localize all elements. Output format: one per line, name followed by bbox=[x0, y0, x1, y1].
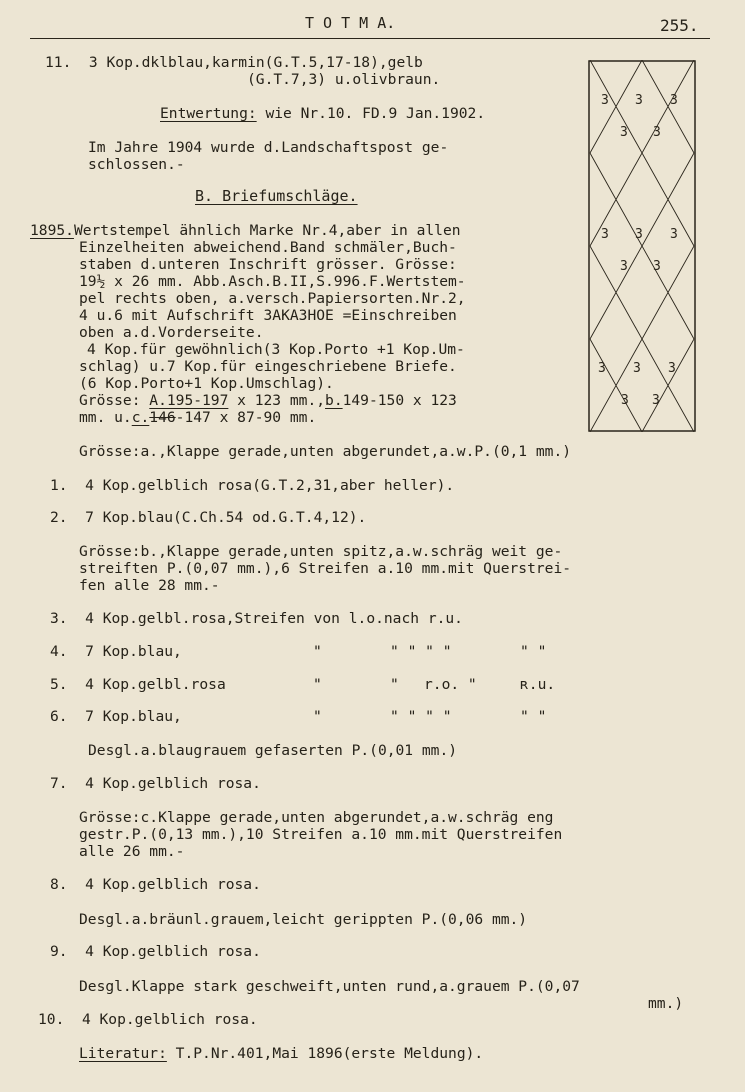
ditto-mark: " " " " bbox=[390, 643, 452, 660]
mark: 3 bbox=[652, 393, 660, 408]
literature-line: Literatur: T.P.Nr.401,Mai 1896(erste Meldung). bbox=[79, 1045, 484, 1062]
mark: 3 bbox=[601, 227, 609, 242]
variant-description-line-1: Desgl.Klappe stark geschweift,unten rund,a.grauem P.(0,07 bbox=[79, 978, 580, 995]
size-c: c. bbox=[131, 409, 150, 426]
ditto-mark: " " " " bbox=[390, 708, 452, 725]
list-item: 5. 4 Kop.gelbl.rosa bbox=[50, 676, 226, 693]
list-item: 8. 4 Kop.gelblich rosa. bbox=[50, 876, 261, 893]
mark: 3 bbox=[598, 361, 606, 376]
envelope-desc-line-9: schlag) u.7 Kop.für eingeschriebene Briefe. bbox=[79, 358, 457, 375]
mark: 3 bbox=[621, 393, 629, 408]
mark: 3 bbox=[635, 227, 643, 242]
mark: 3 bbox=[670, 227, 678, 242]
size-b-description-line-2: streiften P.(0,07 mm.),6 Streifen a.10 mm.mit Querstrei- bbox=[79, 560, 572, 577]
mark: 3 bbox=[633, 361, 641, 376]
item-11-line-1: 11. 3 Kop.dklblau,karmin(G.T.5,17-18),gelb bbox=[45, 54, 423, 71]
mark: 3 bbox=[601, 93, 609, 108]
page-header-title: T O T M A. bbox=[305, 14, 396, 32]
envelope-desc-line-3: staben d.unteren Inschrift grösser. Grösse: bbox=[79, 256, 457, 273]
lattice-lines bbox=[590, 60, 694, 432]
ditto-mark: " bbox=[313, 676, 322, 693]
envelope-desc-line-1: 1895.Wertstempel ähnlich Marke Nr.4,aber in allen bbox=[30, 222, 461, 239]
entwertung-label: Entwertung: bbox=[160, 105, 257, 122]
variant-description: Desgl.a.bräunl.grauem,leicht gerippten P.(0,06 mm.) bbox=[79, 911, 528, 928]
year-label: 1895. bbox=[30, 222, 74, 239]
ditto-mark: " bbox=[313, 708, 322, 725]
list-item: 2. 7 Kop.blau(C.Ch.54 od.G.T.4,12). bbox=[50, 509, 367, 526]
size-146: 146 bbox=[149, 409, 176, 426]
envelope-desc-line-4: 19½ x 26 mm. Abb.Asch.B.II,S.996.F.Wertstem- bbox=[79, 273, 466, 290]
entwertung-line bbox=[160, 105, 485, 122]
ditto-mark: ʀ.u. bbox=[520, 676, 556, 693]
literature-label: Literatur: bbox=[79, 1045, 167, 1062]
mark: 3 bbox=[620, 259, 628, 274]
envelope-desc-line-6: 4 u.6 mit Aufschrift ЗАКАЗНОЕ =Einschreiben bbox=[79, 307, 457, 324]
variant-description-line-2: mm.) bbox=[648, 995, 684, 1012]
entwertung-text: wie Nr.10. FD.9 Jan.1902. bbox=[265, 105, 486, 122]
list-item: 6. 7 Kop.blau, bbox=[50, 708, 182, 725]
list-item: 3. 4 Kop.gelbl.rosa,Streifen von l.o.nach r.u. bbox=[50, 610, 463, 627]
list-item: 10. 4 Kop.gelblich rosa. bbox=[38, 1011, 258, 1028]
envelope-desc-line-2: Einzelheiten abweichend.Band schmäler,Buch- bbox=[79, 239, 457, 256]
item-11-line-2: (G.T.7,3) u.olivbraun. bbox=[247, 71, 441, 88]
size-b-description-line-3: fen alle 28 mm.- bbox=[79, 577, 220, 594]
envelope-size-line: Grösse: A.195-197 x 123 mm.,b.149-150 x 123 bbox=[79, 392, 457, 409]
envelope-size-line-2: mm. u.c.146-147 x 87-90 mm. bbox=[79, 409, 317, 426]
ditto-mark: " " bbox=[520, 643, 547, 660]
list-item: 9. 4 Kop.gelblich rosa. bbox=[50, 943, 261, 960]
mark: 3 bbox=[653, 259, 661, 274]
size-c-description-line-2: gestr.P.(0,13 mm.),10 Streifen a.10 mm.mit Querstreifen bbox=[79, 826, 563, 843]
envelope-desc-line-7: oben a.d.Vorderseite. bbox=[79, 324, 264, 341]
size-b: b. bbox=[325, 392, 343, 409]
ditto-mark: " bbox=[313, 643, 322, 660]
envelope-desc-line-5: pel rechts oben, a.versch.Papiersorten.Nr.2, bbox=[79, 290, 466, 307]
closure-note-line-2: schlossen.- bbox=[88, 156, 185, 173]
section-title: B. Briefumschläge. bbox=[195, 187, 358, 205]
size-a: A.195-197 bbox=[149, 392, 229, 409]
list-item: 1. 4 Kop.gelblich rosa(G.T.2,31,aber heller). bbox=[50, 477, 455, 494]
variant-description: Desgl.a.blaugrauem gefaserten P.(0,01 mm.) bbox=[88, 742, 458, 759]
ditto-mark: " " bbox=[520, 708, 547, 725]
ditto-mark: " bbox=[390, 676, 399, 693]
mark: 3 bbox=[670, 93, 678, 108]
stamp-marks bbox=[598, 93, 678, 408]
mark: 3 bbox=[635, 93, 643, 108]
list-item: 7. 4 Kop.gelblich rosa. bbox=[50, 775, 261, 792]
page-number: 255. bbox=[660, 16, 699, 35]
envelope-pattern-illustration bbox=[588, 60, 696, 432]
header-rule bbox=[30, 38, 710, 39]
closure-note-line-1: Im Jahre 1904 wurde d.Landschaftspost ge- bbox=[88, 139, 449, 156]
size-a-description: Grösse:a.,Klappe gerade,unten abgerundet,a.w.P.(0,1 mm.) bbox=[79, 443, 572, 460]
ditto-mark: r.o. " bbox=[424, 676, 477, 693]
size-c-description-line-3: alle 26 mm.- bbox=[79, 843, 185, 860]
envelope-desc-line-10: (6 Kop.Porto+1 Kop.Umschlag). bbox=[79, 375, 334, 392]
mark: 3 bbox=[653, 125, 661, 140]
mark: 3 bbox=[668, 361, 676, 376]
size-b-description-line-1: Grösse:b.,Klappe gerade,unten spitz,a.w.schräg weit ge- bbox=[79, 543, 563, 560]
list-item: 4. 7 Kop.blau, bbox=[50, 643, 182, 660]
mark: 3 bbox=[620, 125, 628, 140]
size-c-description-line-1: Grösse:c.Klappe gerade,unten abgerundet,a.w.schräg eng bbox=[79, 809, 554, 826]
envelope-desc-line-8: 4 Kop.für gewöhnlich(3 Kop.Porto +1 Kop.Um- bbox=[87, 341, 465, 358]
